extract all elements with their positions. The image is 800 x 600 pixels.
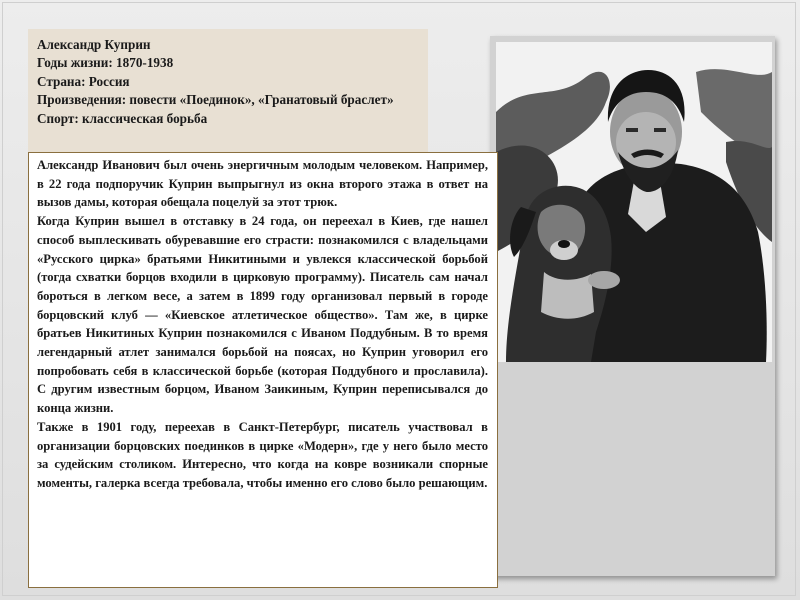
- portrait-photo: [496, 42, 772, 362]
- portrait-photo-drawing: [496, 42, 772, 362]
- paragraph-1: Александр Иванович был очень энергичным молодым человеком. Например, в 22 года подпоручик Куприн выпрыгнул из окна второго этажа в ответ на вызов дамы, которая обещала поцелуй за этот трюк.: [37, 158, 488, 210]
- country: Страна: Россия: [37, 73, 130, 89]
- sport: Спорт: классическая борьба: [37, 110, 208, 126]
- works: Произведения: повести «Поединок», «Гранатовый браслет»: [37, 92, 394, 108]
- author-name: Александр Куприн: [37, 37, 151, 52]
- info-box: [28, 29, 428, 153]
- paragraph-3: Также в 1901 году, переехав в Санкт-Петербург, писатель участвовал в организации борцовских поединков в цирке «Модерн», где у него было место за судейским столиком. Интересно, что когда на ковре возникали спорные моменты, галерка всегда требовала, чтобы именно его слово было решающим.: [37, 419, 488, 490]
- paragraph-2: Когда Куприн вышел в отставку в 24 года, он переехал в Киев, где нашел способ выплескивать обуревавшие его страсти: познакомился с владельцами «Русского цирка» братьями Никитиными и увлекся классической борьбой (тогда схватки борцов входили в цирковую программу). Писатель сам начал бороться в легком весе, а затем в 1899 году организовал первый в городе борцовский клуб — «Киевское атлетическое общество». Там же, в цирке братьев Никитиных Куприн познакомился с Иваном Поддубным. В то время легендарный атлет занимался борьбой на поясах, но Куприн уговорил его попробовать себя в классической борьбе (которая Поддубного и прославила). С другим известным борцом, Иваном Заикиным, Куприн переписывался до конца жизни.: [37, 214, 488, 416]
- life-years: Годы жизни: 1870-1938: [37, 55, 174, 71]
- biography-text-box: [28, 152, 498, 588]
